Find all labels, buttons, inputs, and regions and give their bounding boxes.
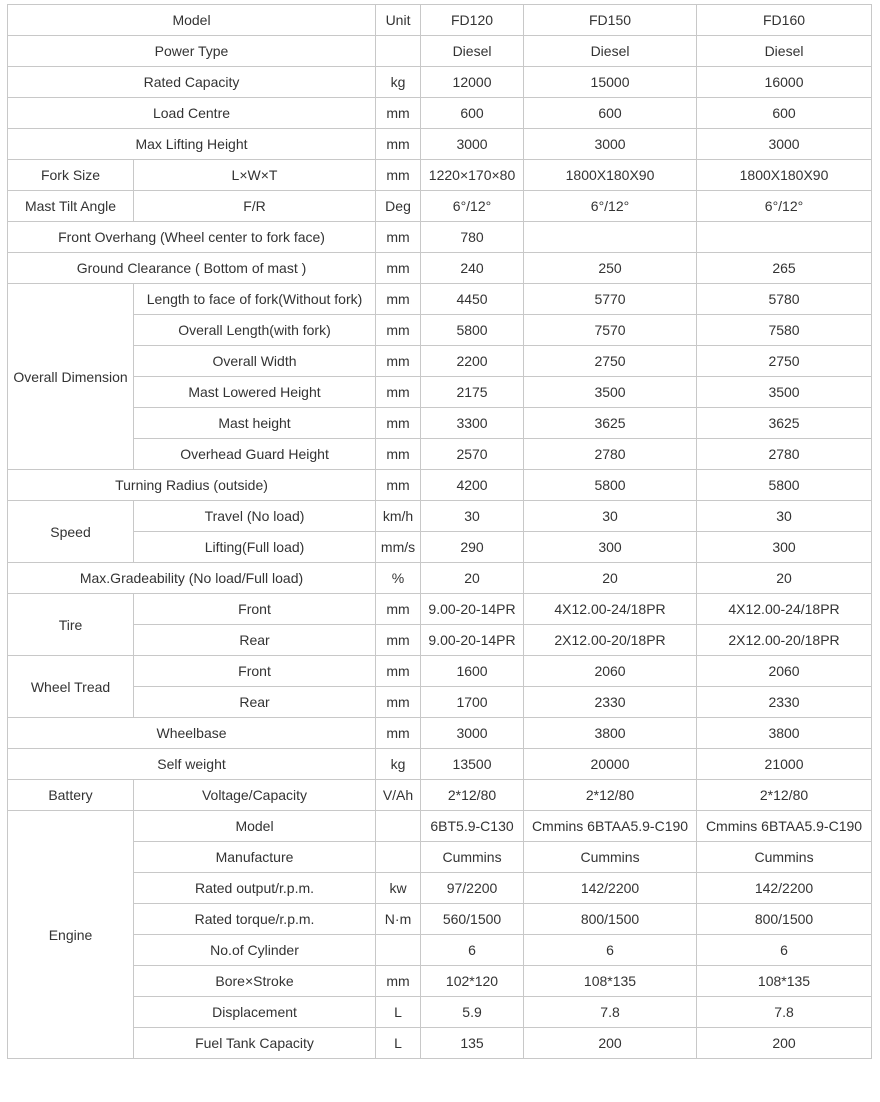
- table-row: [8, 470, 872, 501]
- table-cell: No.of Cylinder: [134, 935, 376, 966]
- table-row: [8, 191, 872, 222]
- table-cell: Travel (No load): [134, 501, 376, 532]
- table-row: [8, 966, 872, 997]
- table-cell: 3500: [524, 377, 697, 408]
- table-cell: Power Type: [8, 36, 376, 67]
- table-cell: Rated output/r.p.m.: [134, 873, 376, 904]
- table-cell: Displacement: [134, 997, 376, 1028]
- table-row: [8, 749, 872, 780]
- table-cell: mm: [376, 439, 421, 470]
- header-cell: FD160: [697, 5, 872, 36]
- table-cell: Speed: [8, 501, 134, 563]
- table-cell: mm: [376, 98, 421, 129]
- table-cell: mm/s: [376, 532, 421, 563]
- table-row: [8, 935, 872, 966]
- table-cell: 4450: [421, 284, 524, 315]
- table-cell: 7580: [697, 315, 872, 346]
- table-cell: V/Ah: [376, 780, 421, 811]
- table-cell: Front Overhang (Wheel center to fork face): [8, 222, 376, 253]
- table-cell: 1220×170×80: [421, 160, 524, 191]
- table-cell: kg: [376, 749, 421, 780]
- table-cell: mm: [376, 284, 421, 315]
- table-cell: 1700: [421, 687, 524, 718]
- table-cell: 2780: [524, 439, 697, 470]
- table-row: [8, 656, 872, 687]
- table-row: [8, 687, 872, 718]
- header-cell: Unit: [376, 5, 421, 36]
- table-cell: 240: [421, 253, 524, 284]
- table-cell: 7.8: [697, 997, 872, 1028]
- table-cell: 560/1500: [421, 904, 524, 935]
- table-cell: Overall Dimension: [8, 284, 134, 470]
- table-cell: Ground Clearance ( Bottom of mast ): [8, 253, 376, 284]
- table-cell: 300: [697, 532, 872, 563]
- table-cell: Cmmins 6BTAA5.9-C190: [697, 811, 872, 842]
- header-row: [8, 5, 872, 36]
- table-cell: Cmmins 6BTAA5.9-C190: [524, 811, 697, 842]
- table-cell: Diesel: [524, 36, 697, 67]
- table-cell: [376, 811, 421, 842]
- table-cell: 13500: [421, 749, 524, 780]
- table-cell: mm: [376, 346, 421, 377]
- table-cell: 6°/12°: [697, 191, 872, 222]
- table-cell: 2*12/80: [697, 780, 872, 811]
- table-cell: mm: [376, 470, 421, 501]
- table-row: [8, 780, 872, 811]
- table-cell: 800/1500: [697, 904, 872, 935]
- table-cell: Diesel: [697, 36, 872, 67]
- table-cell: [376, 842, 421, 873]
- table-cell: 5780: [697, 284, 872, 315]
- header-cell: FD120: [421, 5, 524, 36]
- table-cell: Tire: [8, 594, 134, 656]
- table-cell: 5.9: [421, 997, 524, 1028]
- table-cell: 6: [524, 935, 697, 966]
- table-cell: 2175: [421, 377, 524, 408]
- table-cell: 9.00-20-14PR: [421, 625, 524, 656]
- header-cell: FD150: [524, 5, 697, 36]
- table-cell: 20: [421, 563, 524, 594]
- table-row: [8, 718, 872, 749]
- table-cell: 142/2200: [524, 873, 697, 904]
- table-cell: 97/2200: [421, 873, 524, 904]
- table-cell: 4X12.00-24/18PR: [524, 594, 697, 625]
- table-cell: Overall Length(with fork): [134, 315, 376, 346]
- table-cell: 6°/12°: [421, 191, 524, 222]
- table-cell: 108*135: [697, 966, 872, 997]
- table-row: [8, 594, 872, 625]
- table-cell: 7570: [524, 315, 697, 346]
- table-cell: 2750: [697, 346, 872, 377]
- table-cell: mm: [376, 594, 421, 625]
- table-cell: 3000: [524, 129, 697, 160]
- table-cell: 2*12/80: [421, 780, 524, 811]
- table-cell: 30: [524, 501, 697, 532]
- table-cell: 9.00-20-14PR: [421, 594, 524, 625]
- table-row: [8, 98, 872, 129]
- table-cell: Model: [134, 811, 376, 842]
- table-cell: 2570: [421, 439, 524, 470]
- table-cell: 21000: [697, 749, 872, 780]
- table-cell: Wheelbase: [8, 718, 376, 749]
- table-cell: L×W×T: [134, 160, 376, 191]
- table-row: [8, 904, 872, 935]
- table-cell: 30: [697, 501, 872, 532]
- table-cell: Self weight: [8, 749, 376, 780]
- table-cell: 5770: [524, 284, 697, 315]
- table-cell: 3300: [421, 408, 524, 439]
- table-cell: 102*120: [421, 966, 524, 997]
- table-row: [8, 253, 872, 284]
- table-cell: 2780: [697, 439, 872, 470]
- table-cell: Load Centre: [8, 98, 376, 129]
- table-row: [8, 315, 872, 346]
- table-cell: mm: [376, 315, 421, 346]
- table-row: [8, 563, 872, 594]
- table-cell: mm: [376, 253, 421, 284]
- table-cell: Voltage/Capacity: [134, 780, 376, 811]
- table-cell: mm: [376, 718, 421, 749]
- table-cell: Manufacture: [134, 842, 376, 873]
- table-cell: 265: [697, 253, 872, 284]
- table-cell: Wheel Tread: [8, 656, 134, 718]
- table-cell: 3500: [697, 377, 872, 408]
- table-cell: L: [376, 997, 421, 1028]
- table-cell: 20: [524, 563, 697, 594]
- table-cell: mm: [376, 222, 421, 253]
- table-row: [8, 842, 872, 873]
- table-row: [8, 129, 872, 160]
- table-row: [8, 501, 872, 532]
- table-cell: 600: [524, 98, 697, 129]
- table-cell: Mast height: [134, 408, 376, 439]
- table-cell: L: [376, 1028, 421, 1059]
- table-cell: Overall Width: [134, 346, 376, 377]
- table-cell: Length to face of fork(Without fork): [134, 284, 376, 315]
- header-cell: Model: [8, 5, 376, 36]
- table-cell: 30: [421, 501, 524, 532]
- table-cell: [376, 36, 421, 67]
- table-cell: Mast Lowered Height: [134, 377, 376, 408]
- table-cell: 300: [524, 532, 697, 563]
- table-cell: 2*12/80: [524, 780, 697, 811]
- table-cell: 250: [524, 253, 697, 284]
- table-row: [8, 997, 872, 1028]
- table-cell: 2200: [421, 346, 524, 377]
- table-cell: 5800: [421, 315, 524, 346]
- table-cell: 2060: [697, 656, 872, 687]
- table-cell: Max Lifting Height: [8, 129, 376, 160]
- table-cell: 1600: [421, 656, 524, 687]
- table-cell: 3625: [524, 408, 697, 439]
- table-cell: Cummins: [421, 842, 524, 873]
- table-cell: Rear: [134, 625, 376, 656]
- table-cell: Rated Capacity: [8, 67, 376, 98]
- spec-table: [7, 4, 872, 1059]
- table-cell: 3625: [697, 408, 872, 439]
- table-cell: kw: [376, 873, 421, 904]
- table-cell: Rear: [134, 687, 376, 718]
- table-row: [8, 160, 872, 191]
- table-cell: [697, 222, 872, 253]
- table-cell: Front: [134, 656, 376, 687]
- table-row: [8, 377, 872, 408]
- table-cell: mm: [376, 377, 421, 408]
- table-cell: N·m: [376, 904, 421, 935]
- table-row: [8, 532, 872, 563]
- table-cell: 4X12.00-24/18PR: [697, 594, 872, 625]
- table-cell: Bore×Stroke: [134, 966, 376, 997]
- table-cell: Diesel: [421, 36, 524, 67]
- table-cell: 3000: [697, 129, 872, 160]
- table-row: [8, 625, 872, 656]
- table-cell: mm: [376, 129, 421, 160]
- table-cell: 2750: [524, 346, 697, 377]
- table-cell: 2060: [524, 656, 697, 687]
- table-cell: Max.Gradeability (No load/Full load): [8, 563, 376, 594]
- table-cell: 135: [421, 1028, 524, 1059]
- table-cell: F/R: [134, 191, 376, 222]
- table-cell: mm: [376, 966, 421, 997]
- table-cell: Cummins: [524, 842, 697, 873]
- table-cell: mm: [376, 160, 421, 191]
- table-cell: Cummins: [697, 842, 872, 873]
- table-cell: 600: [697, 98, 872, 129]
- spec-table-body: [8, 5, 872, 1059]
- table-row: [8, 284, 872, 315]
- table-cell: 108*135: [524, 966, 697, 997]
- table-cell: mm: [376, 625, 421, 656]
- table-cell: Front: [134, 594, 376, 625]
- table-cell: 16000: [697, 67, 872, 98]
- table-row: [8, 873, 872, 904]
- table-cell: 2X12.00-20/18PR: [524, 625, 697, 656]
- table-cell: 2X12.00-20/18PR: [697, 625, 872, 656]
- table-row: [8, 346, 872, 377]
- table-cell: %: [376, 563, 421, 594]
- table-cell: 12000: [421, 67, 524, 98]
- table-cell: Overhead Guard Height: [134, 439, 376, 470]
- table-cell: kg: [376, 67, 421, 98]
- table-cell: Turning Radius (outside): [8, 470, 376, 501]
- table-cell: Fuel Tank Capacity: [134, 1028, 376, 1059]
- table-row: [8, 67, 872, 98]
- table-cell: mm: [376, 656, 421, 687]
- table-row: [8, 811, 872, 842]
- table-row: [8, 1028, 872, 1059]
- table-cell: Mast Tilt Angle: [8, 191, 134, 222]
- table-cell: Rated torque/r.p.m.: [134, 904, 376, 935]
- table-cell: [376, 935, 421, 966]
- table-cell: 290: [421, 532, 524, 563]
- table-cell: 1800X180X90: [524, 160, 697, 191]
- table-cell: 15000: [524, 67, 697, 98]
- table-cell: 3000: [421, 129, 524, 160]
- table-cell: km/h: [376, 501, 421, 532]
- table-cell: 6: [697, 935, 872, 966]
- table-cell: 2330: [697, 687, 872, 718]
- table-cell: 1800X180X90: [697, 160, 872, 191]
- table-cell: 600: [421, 98, 524, 129]
- table-cell: mm: [376, 408, 421, 439]
- table-cell: Deg: [376, 191, 421, 222]
- table-cell: Engine: [8, 811, 134, 1059]
- table-cell: 20000: [524, 749, 697, 780]
- table-cell: 5800: [697, 470, 872, 501]
- table-cell: 6: [421, 935, 524, 966]
- table-cell: 5800: [524, 470, 697, 501]
- table-cell: Lifting(Full load): [134, 532, 376, 563]
- table-row: [8, 222, 872, 253]
- table-cell: 3000: [421, 718, 524, 749]
- table-cell: Battery: [8, 780, 134, 811]
- table-cell: 200: [697, 1028, 872, 1059]
- table-cell: 142/2200: [697, 873, 872, 904]
- table-cell: 780: [421, 222, 524, 253]
- table-cell: mm: [376, 687, 421, 718]
- table-row: [8, 36, 872, 67]
- table-row: [8, 439, 872, 470]
- table-cell: 6BT5.9-C130: [421, 811, 524, 842]
- table-cell: 3800: [697, 718, 872, 749]
- table-cell: [524, 222, 697, 253]
- table-cell: 3800: [524, 718, 697, 749]
- table-cell: 7.8: [524, 997, 697, 1028]
- table-cell: 4200: [421, 470, 524, 501]
- table-cell: 2330: [524, 687, 697, 718]
- table-cell: 20: [697, 563, 872, 594]
- table-cell: 800/1500: [524, 904, 697, 935]
- table-cell: Fork Size: [8, 160, 134, 191]
- table-row: [8, 408, 872, 439]
- table-cell: 6°/12°: [524, 191, 697, 222]
- table-cell: 200: [524, 1028, 697, 1059]
